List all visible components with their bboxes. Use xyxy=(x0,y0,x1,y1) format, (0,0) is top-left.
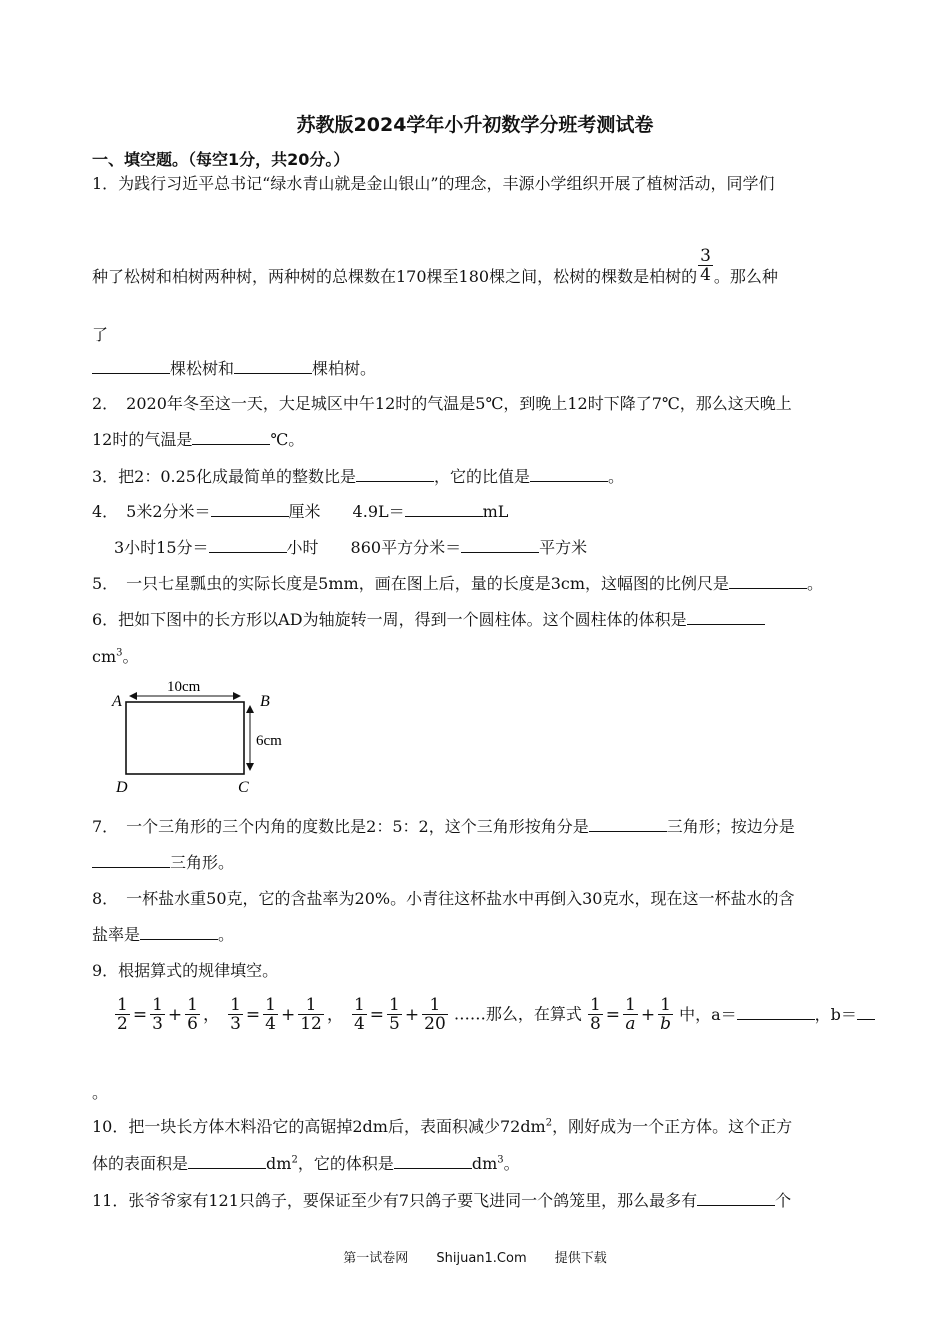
question-7-line-1: 7． 一个三角形的三个内角的度数比是2：5：2，这个三角形按角分是 三角形；按边分是 xyxy=(92,817,795,836)
vertex-label-b: B xyxy=(260,693,270,710)
answer-blank[interactable] xyxy=(188,1153,266,1169)
fraction-three-quarters: $\frac{3}{4}$ xyxy=(700,246,711,285)
answer-blank[interactable] xyxy=(209,537,287,553)
page-title: 苏教版2024学年小升初数学分班考测试卷 xyxy=(296,114,654,136)
question-7-line-2: 三角形。 xyxy=(92,852,234,874)
fraction: $\frac{1}{20}$ xyxy=(424,995,446,1034)
width-label: 10cm xyxy=(167,679,201,695)
answer-blank[interactable] xyxy=(737,1004,815,1020)
answer-blank[interactable] xyxy=(697,1190,775,1206)
answer-blank[interactable] xyxy=(92,358,170,374)
footer-note: 提供下载 xyxy=(554,1251,607,1266)
question-10-line-2: 体的表面积是 $dm^2$，它的体积是 $dm^3$。 xyxy=(92,1154,520,1173)
footer-domain[interactable]: Shijuan1.Com xyxy=(436,1251,527,1266)
fraction: $\frac{1}{4}$ xyxy=(353,995,365,1034)
question-9-line-3: 。 xyxy=(92,1083,109,1102)
fraction: $\frac{1}{a}$ xyxy=(625,995,636,1034)
answer-blank[interactable] xyxy=(687,609,765,625)
fraction: $\frac{1}{5}$ xyxy=(389,995,400,1034)
answer-blank[interactable] xyxy=(530,466,608,482)
section-heading: 一、填空题。（每空1分，共20分。） xyxy=(92,150,350,169)
height-label: 6cm xyxy=(256,733,282,749)
fraction: $\frac{1}{2}$ xyxy=(117,995,128,1034)
question-8-line-1: 8． 一杯盐水重50克，它的含盐率为20%。小青往这杯盐水中再倒入30克水，现在这一杯盐水的含 xyxy=(92,889,795,908)
fraction: $\frac{1}{b}$ xyxy=(660,995,672,1034)
question-4-line-2: 3小时15分＝ 小时 860平方分米＝ 平方米 xyxy=(114,538,588,557)
question-9-equations: $\frac{1}{2}$ = $\frac{1}{3}$ + $\frac{1}{6}$ ， $\frac{1}{3}$ = $\frac{1}{4}$ + $\frac{1}{12}$ ， $\frac{1}{4}$ = $\frac{1}{5}$ + $\frac{1}{20}$ ……那么，在算式 $\frac{1}{8}$ = $\frac{1}{a}$ + $\frac{1}{b}$ 中，a＝ ，b＝ xyxy=(114,996,875,1033)
question-2-line-2: 12时的气温是 ℃。 xyxy=(92,430,305,449)
rectangle-abcd xyxy=(126,702,244,774)
answer-blank[interactable] xyxy=(92,852,170,868)
answer-blank[interactable] xyxy=(192,429,270,445)
question-4-line-1: 4． 5米2分米＝ 厘米 4.9L＝ mL xyxy=(92,502,509,521)
rectangle-figure xyxy=(108,674,308,798)
question-1-line-1: 1．为践行习近平总书记“绿水青山就是金山银山”的理念，丰源小学组织开展了植树活动，同学们 xyxy=(92,174,775,193)
answer-blank[interactable] xyxy=(211,501,289,517)
question-2-line-1: 2． 2020年冬至这一天，大足城区中午12时的气温是5℃，到晚上12时下降了7℃，那么这天晚上 xyxy=(92,394,792,413)
fraction: $\frac{1}{12}$ xyxy=(300,995,322,1034)
answer-blank[interactable] xyxy=(461,537,539,553)
fraction: $\frac{1}{8}$ xyxy=(589,995,601,1034)
vertex-label-d: D xyxy=(116,779,128,796)
answer-blank[interactable] xyxy=(857,1004,875,1020)
question-9-line-1: 9．根据算式的规律填空。 xyxy=(92,961,279,980)
answer-blank[interactable] xyxy=(589,816,667,832)
fraction: $\frac{1}{3}$ xyxy=(230,995,241,1034)
fraction: $\frac{1}{4}$ xyxy=(265,995,276,1034)
answer-blank[interactable] xyxy=(394,1153,472,1169)
page-footer xyxy=(0,1247,950,1266)
vertex-label-a: A xyxy=(112,693,122,710)
footer-site: 第一试卷网 xyxy=(343,1251,409,1266)
question-1-line-3: 了 xyxy=(92,325,109,344)
answer-blank[interactable] xyxy=(140,924,218,940)
question-1-line-2: 种了松树和柏树两种树，两种树的总棵数在170棵至180棵之间，松树的棵数是柏树的 $\frac{3}{4}$ 。那么种 xyxy=(92,246,778,286)
question-6-line-2: $cm^3$。 xyxy=(92,647,139,666)
question-10-line-1: 10．把一块长方体木料沿它的高锯掉2dm后，表面积减少$72dm^2$，刚好成为一个正方体。这个正方 xyxy=(92,1117,793,1136)
question-6-line-1: 6．把如下图中的长方形以AD为轴旋转一周，得到一个圆柱体。这个圆柱体的体积是 xyxy=(92,609,765,631)
question-3: 3．把2：0.25化成最简单的整数比是 ，它的比值是 。 xyxy=(92,467,625,486)
answer-blank[interactable] xyxy=(234,358,312,374)
question-8-line-2: 盐率是 。 xyxy=(92,925,235,944)
fraction: $\frac{1}{6}$ xyxy=(187,995,198,1034)
answer-blank[interactable] xyxy=(405,501,483,517)
vertex-label-c: C xyxy=(238,779,249,796)
answer-blank[interactable] xyxy=(729,573,807,589)
question-5: 5． 一只七星瓢虫的实际长度是5mm，画在图上后，量的长度是3cm，这幅图的比例尺是 。 xyxy=(92,574,824,593)
question-11: 11．张爷爷家有121只鸽子，要保证至少有7只鸽子要飞进同一个鸽笼里，那么最多有 个 xyxy=(92,1191,792,1210)
answer-blank[interactable] xyxy=(356,466,434,482)
fraction: $\frac{1}{3}$ xyxy=(152,995,163,1034)
question-1-line-4: 棵松树和 棵柏树。 xyxy=(92,358,376,380)
